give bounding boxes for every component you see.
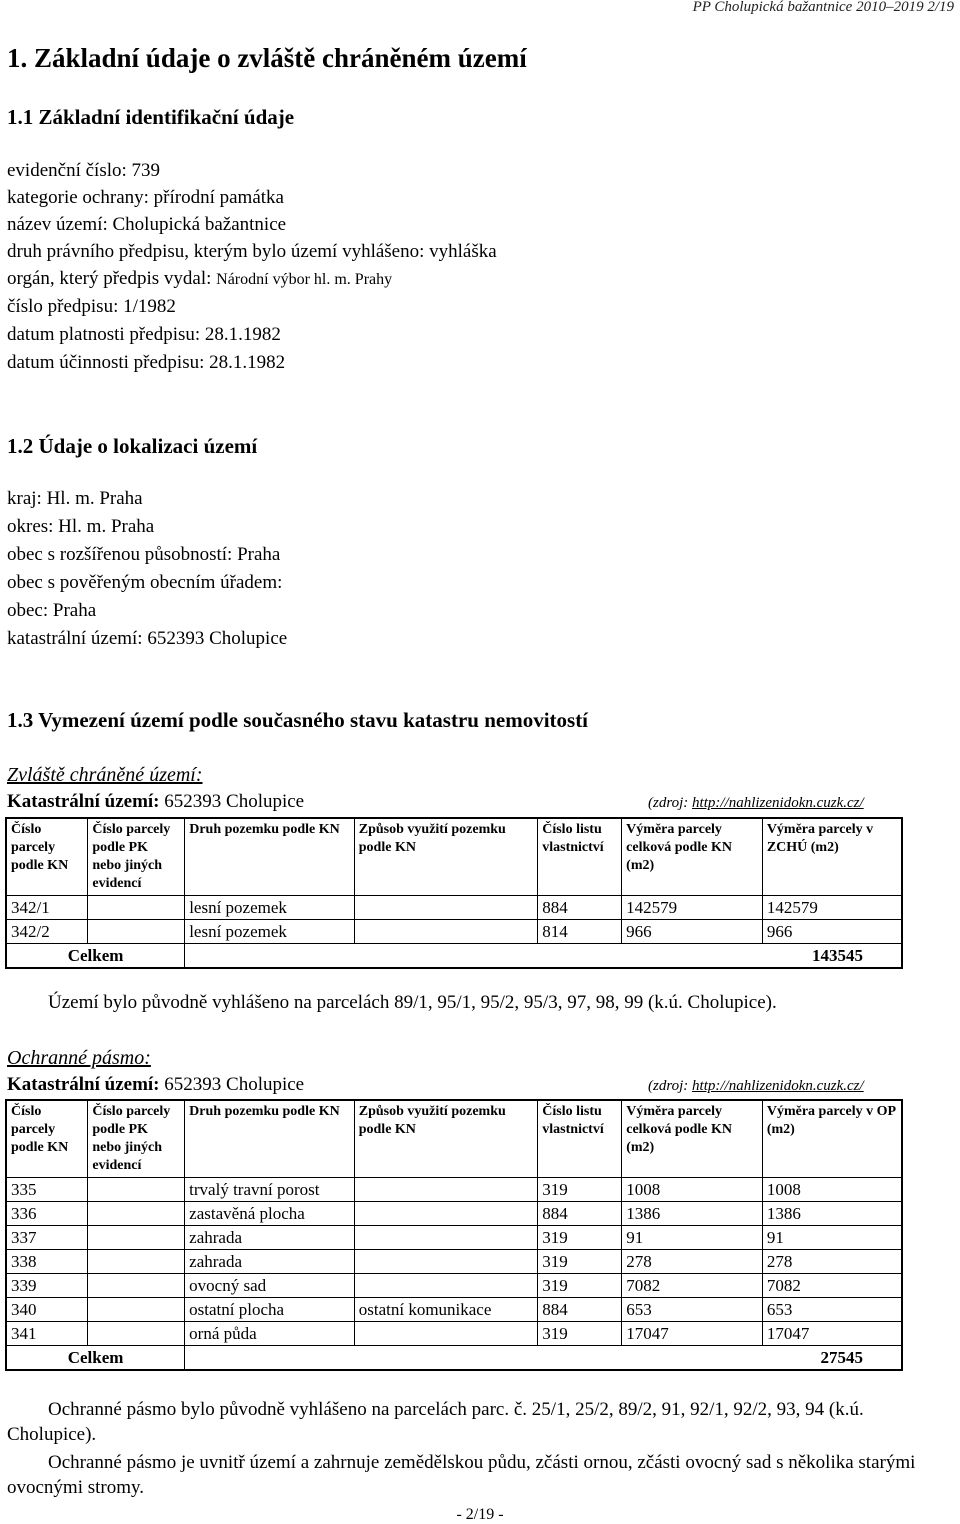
op-note-2: Ochranné pásmo je uvnitř území a zahrnuje zemědělskou půdu, zčásti ornou, zčásti ovocný sad s několika starými ovocnými stromy.	[7, 1452, 916, 1498]
zchu-header-cell: Výměra parcely celková podle KN (m2)	[622, 818, 763, 896]
zchu-table-cell: 814	[538, 920, 622, 944]
op-ku-label: Katastrální území:	[7, 1074, 160, 1095]
op-table-cell: 17047	[762, 1322, 902, 1346]
op-heading: Ochranné pásmo:	[7, 1047, 151, 1069]
op-table-row	[6, 1274, 902, 1298]
op-table-cell: zahrada	[185, 1250, 355, 1274]
obec-povereny: obec s pověřeným obecním úřadem:	[7, 572, 283, 593]
zchu-table-cell: 142579	[762, 896, 902, 920]
zchu-table-cell: 966	[622, 920, 763, 944]
op-table-cell: 319	[538, 1322, 622, 1346]
op-table-cell: 319	[538, 1250, 622, 1274]
zchu-table	[5, 817, 903, 969]
op-table-cell: 653	[622, 1298, 763, 1322]
zchu-table-cell: 884	[538, 896, 622, 920]
section-1-1-title: 1.1 Základní identifikační údaje	[7, 105, 295, 129]
op-table-cell: 1386	[762, 1202, 902, 1226]
kategorie-ochrany: kategorie ochrany: přírodní památka	[7, 187, 284, 208]
op-header-cell: Výměra parcely v OP (m2)	[762, 1100, 902, 1178]
op-table-cell: 337	[6, 1226, 88, 1250]
op-table-cell: zahrada	[185, 1226, 355, 1250]
op-table-cell	[354, 1202, 538, 1226]
op-source-link[interactable]: http://nahlizenidokn.cuzk.cz/	[692, 1078, 864, 1094]
zchu-header-cell: Číslo parcely podle KN	[6, 818, 88, 896]
op-header-row	[6, 1100, 902, 1178]
op-table-cell: 7082	[622, 1274, 763, 1298]
op-table-cell: trvalý travní porost	[185, 1178, 355, 1202]
zchu-table-cell: lesní pozemek	[185, 896, 355, 920]
op-table-cell: 278	[762, 1250, 902, 1274]
section-1-2-title: 1.2 Údaje o lokalizaci území	[7, 434, 258, 458]
op-table-cell	[88, 1202, 185, 1226]
op-table-cell: 338	[6, 1250, 88, 1274]
zchu-ku-label: Katastrální území:	[7, 791, 160, 812]
op-table-cell	[88, 1274, 185, 1298]
op-source	[648, 1078, 864, 1095]
op-table-row	[6, 1226, 902, 1250]
zchu-header-cell: Číslo parcely podle PK nebo jiných evidencí	[88, 818, 185, 896]
op-header-cell: Číslo parcely podle PK nebo jiných evidencí	[88, 1100, 185, 1178]
zchu-table-cell	[354, 896, 537, 920]
section-1-3-title: 1.3 Vymezení území podle současného stavu katastru nemovitostí	[7, 708, 589, 732]
op-header-cell: Způsob využití pozemku podle KN	[354, 1100, 538, 1178]
zchu-source-prefix: (zdroj:	[648, 795, 693, 811]
organ-label: orgán, který předpis vydal:	[7, 268, 217, 289]
cislo-predpisu: číslo předpisu: 1/1982	[7, 296, 176, 317]
op-table-cell	[88, 1226, 185, 1250]
section-1-title: 1. Základní údaje o zvláště chráněném území	[7, 43, 527, 73]
op-table-cell: 91	[622, 1226, 763, 1250]
op-table-cell: 91	[762, 1226, 902, 1250]
op-table-cell	[354, 1322, 538, 1346]
op-table-cell: 884	[538, 1202, 622, 1226]
op-table-cell: 1386	[622, 1202, 763, 1226]
zchu-note: Území bylo původně vyhlášeno na parcelách 89/1, 95/1, 95/2, 95/3, 97, 98, 99 (k.ú. Cholupice).	[48, 992, 777, 1013]
op-header-cell: Druh pozemku podle KN	[185, 1100, 355, 1178]
op-table-cell: zastavěná plocha	[185, 1202, 355, 1226]
op-table-cell: 319	[538, 1178, 622, 1202]
zchu-header-cell: Druh pozemku podle KN	[185, 818, 355, 896]
zchu-ku	[7, 791, 304, 813]
op-table-cell: ovocný sad	[185, 1274, 355, 1298]
op-table-cell: 278	[622, 1250, 763, 1274]
op-table	[5, 1099, 903, 1371]
running-header: PP Cholupická bažantnice 2010–2019 2/19	[692, 0, 954, 15]
okres: okres: Hl. m. Praha	[7, 516, 155, 537]
op-table-cell: 17047	[622, 1322, 763, 1346]
op-table-cell	[88, 1298, 185, 1322]
kraj: kraj: Hl. m. Praha	[7, 488, 143, 509]
zchu-table-row	[6, 920, 902, 944]
op-body	[6, 1178, 902, 1371]
op-table-cell	[88, 1250, 185, 1274]
op-header-cell: Číslo listu vlastnictví	[538, 1100, 622, 1178]
op-table-cell: 336	[6, 1202, 88, 1226]
op-source-prefix: (zdroj:	[648, 1078, 693, 1094]
op-table-cell	[354, 1226, 538, 1250]
op-table-cell: orná půda	[185, 1322, 355, 1346]
obec: obec: Praha	[7, 600, 97, 621]
zchu-header-cell: Způsob využití pozemku podle KN	[354, 818, 537, 896]
op-table-cell: 319	[538, 1274, 622, 1298]
zchu-table-cell	[88, 920, 185, 944]
op-table-row	[6, 1178, 902, 1202]
zchu-table-cell: 966	[762, 920, 902, 944]
op-header-cell: Výměra parcely celková podle KN (m2)	[622, 1100, 763, 1178]
op-table-cell	[354, 1274, 538, 1298]
datum-platnosti: datum platnosti předpisu: 28.1.1982	[7, 324, 281, 345]
op-table-row	[6, 1298, 902, 1322]
op-header-cell: Číslo parcely podle KN	[6, 1100, 88, 1178]
zchu-table-cell	[354, 920, 537, 944]
op-table-cell: 341	[6, 1322, 88, 1346]
zchu-total-value: 143545	[185, 944, 902, 969]
op-table-cell	[354, 1250, 538, 1274]
zchu-header-cell: Číslo listu vlastnictví	[538, 818, 622, 896]
obec-rozsirena: obec s rozšířenou působností: Praha	[7, 544, 281, 565]
zchu-table-cell: 342/2	[6, 920, 88, 944]
op-table-cell: 1008	[622, 1178, 763, 1202]
katastralni-uzemi: katastrální území: 652393 Cholupice	[7, 628, 288, 649]
op-table-cell	[88, 1178, 185, 1202]
zchu-heading: Zvláště chráněné území:	[7, 764, 203, 786]
organ-predpisu	[7, 268, 392, 291]
op-table-cell: 884	[538, 1298, 622, 1322]
op-table-cell: ostatní komunikace	[354, 1298, 538, 1322]
op-table-row	[6, 1322, 902, 1346]
zchu-total-row	[6, 944, 902, 969]
zchu-table-row	[6, 896, 902, 920]
page-number: - 2/19 -	[456, 1506, 504, 1523]
op-note-1: Ochranné pásmo bylo původně vyhlášeno na parcelách parc. č. 25/1, 25/2, 89/2, 91, 92/1, 92/2, 93, 94 (k.ú. Cholupice).	[7, 1399, 864, 1445]
op-table-row	[6, 1202, 902, 1226]
zchu-table-cell	[88, 896, 185, 920]
op-total-value: 27545	[185, 1346, 902, 1371]
zchu-header-cell: Výměra parcely v ZCHÚ (m2)	[762, 818, 902, 896]
druh-predpisu: druh právního předpisu, kterým bylo území vyhlášeno: vyhláška	[7, 241, 497, 262]
op-ku-value: 652393 Cholupice	[159, 1074, 305, 1095]
op-table-cell: 653	[762, 1298, 902, 1322]
op-table-row	[6, 1250, 902, 1274]
op-total-row	[6, 1346, 902, 1371]
zchu-source-link[interactable]: http://nahlizenidokn.cuzk.cz/	[692, 795, 864, 811]
op-table-cell	[88, 1322, 185, 1346]
evidencni-cislo: evidenční číslo: 739	[7, 160, 161, 181]
op-table-cell: 339	[6, 1274, 88, 1298]
op-table-cell: 340	[6, 1298, 88, 1322]
nazev-uzemi: název území: Cholupická bažantnice	[7, 214, 287, 235]
organ-value: Národní výbor hl. m. Prahy	[216, 271, 393, 288]
zchu-body	[6, 896, 902, 969]
op-table-cell: 7082	[762, 1274, 902, 1298]
op-total-label: Celkem	[6, 1346, 185, 1371]
op-table-cell: 1008	[762, 1178, 902, 1202]
op-table-cell: ostatní plocha	[185, 1298, 355, 1322]
op-ku	[7, 1074, 304, 1096]
zchu-table-cell: lesní pozemek	[185, 920, 355, 944]
zchu-header-row	[6, 818, 902, 896]
op-table-cell	[354, 1178, 538, 1202]
zchu-total-label: Celkem	[6, 944, 185, 969]
zchu-source	[648, 795, 864, 812]
datum-ucinnosti: datum účinnosti předpisu: 28.1.1982	[7, 352, 286, 373]
op-table-cell: 319	[538, 1226, 622, 1250]
op-table-cell: 335	[6, 1178, 88, 1202]
zchu-table-cell: 342/1	[6, 896, 88, 920]
zchu-table-cell: 142579	[622, 896, 763, 920]
zchu-ku-value: 652393 Cholupice	[159, 791, 305, 812]
